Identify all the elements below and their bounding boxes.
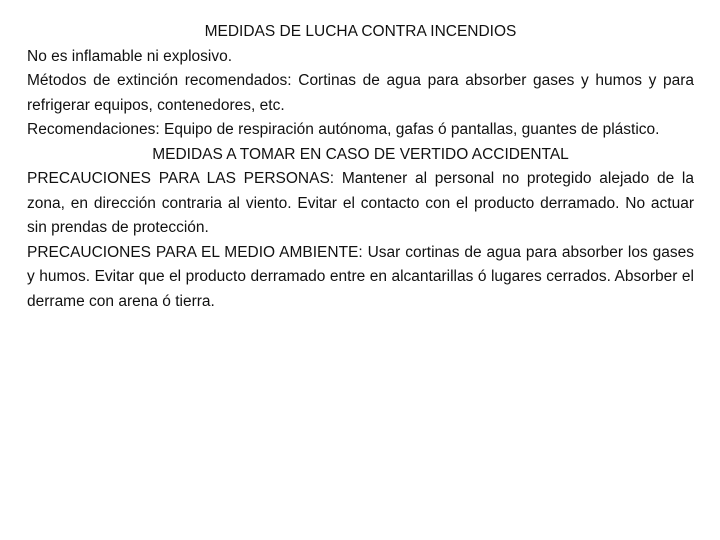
- fire-paragraph-recommendations: Recomendaciones: Equipo de respiración autónoma, gafas ó pantallas, guantes de plástico.: [27, 121, 660, 138]
- spill-paragraph-personal-precautions: PRECAUCIONES PARA LAS PERSONAS: Mantener al personal no protegido alejado de la zona, en dirección contraria al viento. Evitar el contacto con el producto derramado. No actuar sin prendas de protección.: [27, 170, 694, 236]
- spill-paragraph-environmental-precautions: PRECAUCIONES PARA EL MEDIO AMBIENTE: Usar cortinas de agua para absorber los gases y humos. Evitar que el producto derramado entre en alcantarillas ó lugares cerrados. Absorber el derrame con arena ó tierra.: [27, 243, 694, 310]
- document-body: [27, 20, 694, 314]
- fire-paragraph-flammability: No es inflamable ni explosivo.: [27, 47, 233, 65]
- accidental-spill-heading: MEDIDAS A TOMAR EN CASO DE VERTIDO ACCIDENTAL: [152, 145, 569, 163]
- fire-fighting-heading: MEDIDAS DE LUCHA CONTRA INCENDIOS: [204, 23, 517, 40]
- fire-paragraph-extinction-methods: Métodos de extinción recomendados: Cortinas de agua para absorber gases y humos y para refrigerar equipos, contenedores, etc.: [27, 72, 694, 114]
